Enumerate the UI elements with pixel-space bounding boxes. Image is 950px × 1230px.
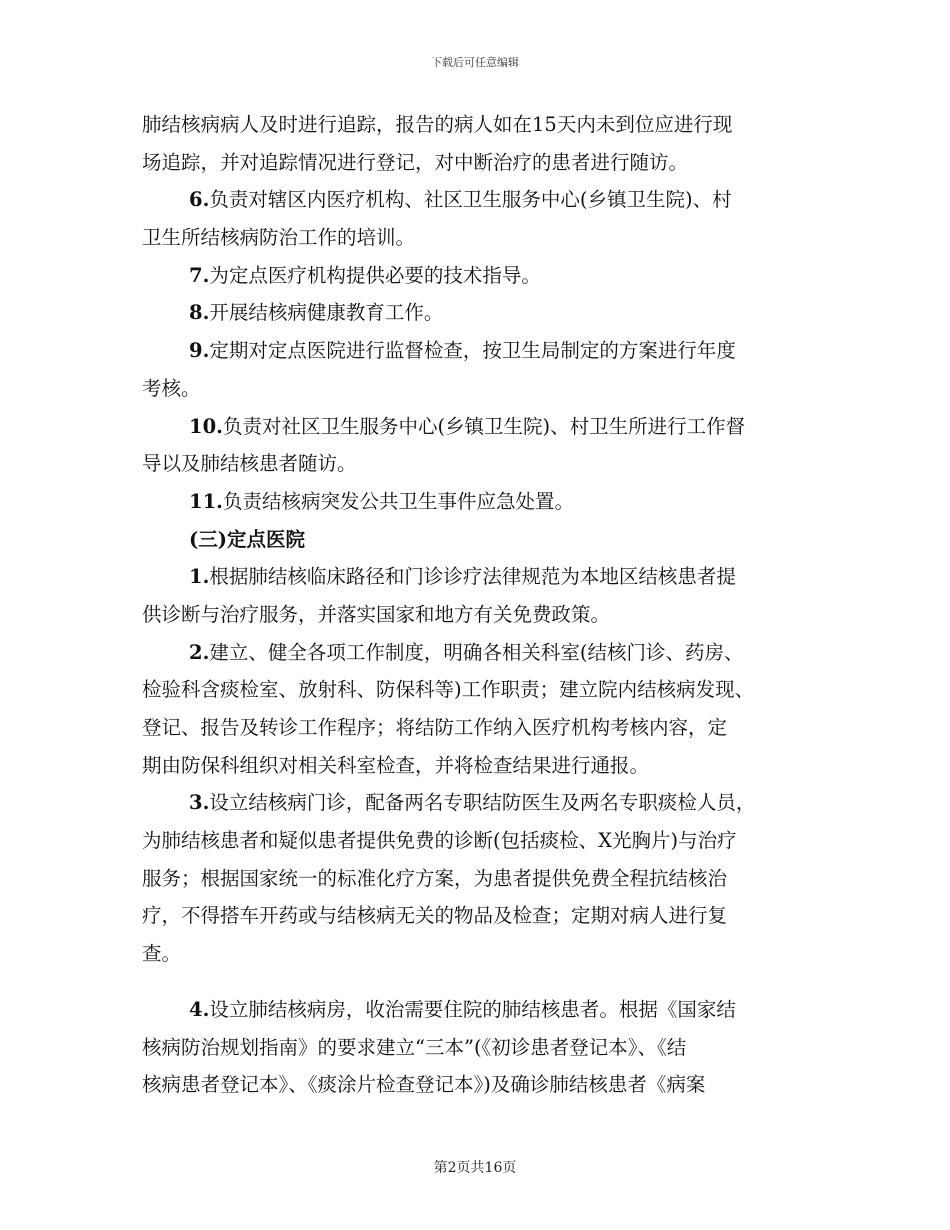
line-text: 考核。 <box>142 376 201 400</box>
line-text: 建立、健全各项工作制度，明确各相关科室(结核门诊、药房、 <box>209 640 744 664</box>
item-number: 3. <box>189 791 210 815</box>
line-text: 场追踪，并对追踪情况进行登记，对中断治疗的患者进行随访。 <box>142 150 689 174</box>
text-line <box>142 822 812 860</box>
line-text: 供诊断与治疗服务，并落实国家和地方有关免费政策。 <box>142 602 611 626</box>
item-number: 6. <box>189 188 210 212</box>
item-number: 9. <box>189 339 210 363</box>
text-line <box>142 784 812 822</box>
line-text: 查。 <box>142 942 182 966</box>
text-line <box>142 709 812 747</box>
text-line <box>142 106 812 144</box>
line-text: 根据肺结核临床路径和门诊诊疗法律规范为本地区结核患者提 <box>209 565 736 589</box>
line-text: 设立结核病门诊，配备两名专职结防医生及两名专职痰检人员， <box>209 791 756 815</box>
line-text: 负责对社区卫生服务中心(乡镇卫生院)、村卫生所进行工作督 <box>222 414 746 438</box>
text-line <box>142 991 812 1029</box>
line-text: 定期对定点医院进行监督检查，按卫生局制定的方案进行年度 <box>209 339 736 363</box>
text-line <box>142 332 812 370</box>
line-text: 肺结核病病人及时进行追踪，报告的病人如在15天内未到位应进行现 <box>142 113 733 136</box>
text-line <box>142 1029 812 1067</box>
line-text: 卫生所结核病防治工作的培训。 <box>142 226 416 250</box>
line-text: 登记、报告及转诊工作程序；将结防工作纳入医疗机构考核内容，定 <box>142 716 728 739</box>
item-number: 1. <box>189 565 210 589</box>
line-text: 负责对辖区内医疗机构、社区卫生服务中心(乡镇卫生院)、村 <box>209 188 732 212</box>
text-line <box>142 370 812 408</box>
line-text: (三)定点医院 <box>189 527 305 551</box>
text-line <box>142 445 812 483</box>
text-line <box>142 935 812 973</box>
page-header: 下载后可任意编辑 <box>431 56 519 69</box>
text-line <box>142 634 812 672</box>
text-line <box>142 596 812 634</box>
text-line <box>142 219 812 257</box>
text-line <box>142 483 812 521</box>
item-number: 11. <box>189 489 223 513</box>
line-text: 开展结核病健康教育工作。 <box>209 301 444 325</box>
item-number: 4. <box>189 997 210 1021</box>
document-body <box>142 106 812 1104</box>
text-line <box>142 1066 812 1104</box>
line-text: 核病患者登记本》、《痰涂片检查登记本》)及确诊肺结核患者《病案 <box>142 1073 706 1097</box>
text-line <box>142 181 812 219</box>
text-line <box>142 747 812 785</box>
line-text: 服务；根据国家统一的标准化疗方案，为患者提供免费全程抗结核治 <box>142 866 728 890</box>
text-line <box>142 860 812 898</box>
item-number: 10. <box>189 414 223 438</box>
line-text: 疗，不得搭车开药或与结核病无关的物品及检查；定期对病人进行复 <box>142 904 728 928</box>
page-footer: 第2页共16页 <box>433 1160 517 1176</box>
line-text: 设立肺结核病房，收治需要住院的肺结核患者。根据《国家结 <box>209 997 736 1021</box>
text-line <box>142 144 812 182</box>
line-text: 为肺结核患者和疑似患者提供免费的诊断(包括痰检、X光胸片)与治疗 <box>142 829 737 853</box>
item-number: 7. <box>189 263 210 287</box>
text-line <box>142 558 812 596</box>
line-text: 负责结核病突发公共卫生事件应急处置。 <box>222 489 574 513</box>
line-text: 期由防保科组织对相关科室检查，并将检查结果进行通报。 <box>142 753 650 777</box>
line-text: 为定点医疗机构提供必要的技术指导。 <box>209 263 541 287</box>
item-number: 2. <box>189 640 210 664</box>
line-text: 核病防治规划指南》的要求建立“三本”(《初诊患者登记本》、《结 <box>142 1035 687 1059</box>
text-line <box>142 408 812 446</box>
line-text: 检验科含痰检室、放射科、防保科等)工作职责；建立院内结核病发现、 <box>142 678 755 702</box>
text-line <box>142 671 812 709</box>
text-line <box>142 294 812 332</box>
text-line <box>142 897 812 935</box>
text-line <box>142 257 812 295</box>
line-text: 导以及肺结核患者随访。 <box>142 452 357 476</box>
item-number: 8. <box>189 301 210 325</box>
text-line <box>142 521 812 559</box>
